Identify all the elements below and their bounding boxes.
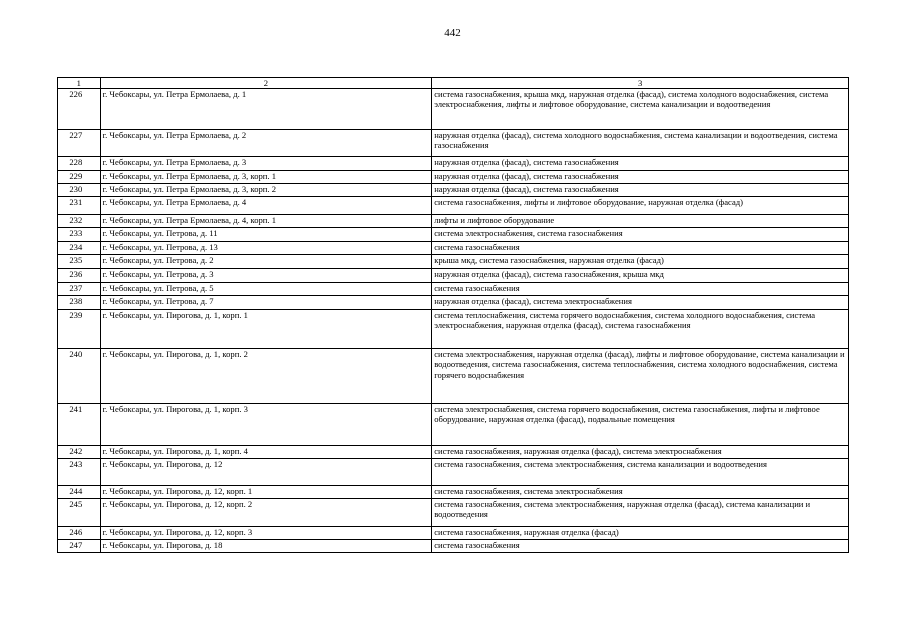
table-row	[58, 310, 849, 349]
table-row	[58, 349, 849, 404]
row-number: 242	[58, 446, 101, 459]
row-work-types: наружная отделка (фасад), система газоснабжения	[432, 157, 849, 171]
row-work-types: лифты и лифтовое оборудование	[432, 215, 849, 228]
table-row	[58, 242, 849, 255]
row-number: 236	[58, 269, 101, 283]
header-col-1: 1	[58, 78, 101, 89]
table-row	[58, 269, 849, 283]
table-row	[58, 446, 849, 459]
row-number: 240	[58, 349, 101, 404]
row-number: 241	[58, 404, 101, 446]
row-address: г. Чебоксары, ул. Пирогова, д. 12, корп. 3	[100, 527, 432, 540]
row-number: 232	[58, 215, 101, 228]
table-row	[58, 89, 849, 130]
row-address: г. Чебоксары, ул. Пирогова, д. 1, корп. 3	[100, 404, 432, 446]
row-number: 244	[58, 486, 101, 499]
row-number: 228	[58, 157, 101, 171]
buildings-table	[57, 77, 849, 553]
row-work-types: система газоснабжения	[432, 283, 849, 296]
row-address: г. Чебоксары, ул. Петра Ермолаева, д. 4, корп. 1	[100, 215, 432, 228]
row-work-types: крыша мкд, система газоснабжения, наружная отделка (фасад)	[432, 255, 849, 269]
table-row	[58, 228, 849, 242]
row-address: г. Чебоксары, ул. Петрова, д. 13	[100, 242, 432, 255]
row-work-types: система теплоснабжения, система горячего водоснабжения, система холодного водоснабжения, система электроснабжения, наружная отделка (фасад), система газоснабжения	[432, 310, 849, 349]
row-address: г. Чебоксары, ул. Петра Ермолаева, д. 3, корп. 1	[100, 171, 432, 184]
row-work-types: система электроснабжения, наружная отделка (фасад), лифты и лифтовое оборудование, система канализации и водоотведения, система газоснабжения, система теплоснабжения, система холодного водоснабжения, система горячего водоснабжения	[432, 349, 849, 404]
table-row	[58, 184, 849, 197]
header-col-3: 3	[432, 78, 849, 89]
row-number: 237	[58, 283, 101, 296]
row-address: г. Чебоксары, ул. Пирогова, д. 1, корп. 2	[100, 349, 432, 404]
row-number: 245	[58, 499, 101, 527]
row-address: г. Чебоксары, ул. Петра Ермолаева, д. 2	[100, 130, 432, 157]
table-row	[58, 283, 849, 296]
row-work-types: система газоснабжения, наружная отделка (фасад), система электроснабжения	[432, 446, 849, 459]
table-header-row	[58, 78, 849, 89]
row-work-types: наружная отделка (фасад), система газоснабжения	[432, 184, 849, 197]
row-number: 233	[58, 228, 101, 242]
table-row	[58, 540, 849, 553]
row-address: г. Чебоксары, ул. Петра Ермолаева, д. 1	[100, 89, 432, 130]
table-row	[58, 197, 849, 215]
row-work-types: наружная отделка (фасад), система газоснабжения	[432, 171, 849, 184]
row-number: 226	[58, 89, 101, 130]
row-address: г. Чебоксары, ул. Пирогова, д. 12, корп. 1	[100, 486, 432, 499]
page-number: 442	[444, 27, 461, 39]
table-row	[58, 527, 849, 540]
table-row	[58, 215, 849, 228]
row-work-types: система газоснабжения, система электроснабжения	[432, 486, 849, 499]
row-work-types: система газоснабжения, крыша мкд, наружная отделка (фасад), система холодного водоснабжения, система электроснабжения, лифты и лифтовое оборудование, система канализации и водоотведения	[432, 89, 849, 130]
table-row	[58, 157, 849, 171]
row-address: г. Чебоксары, ул. Петрова, д. 11	[100, 228, 432, 242]
row-work-types: система газоснабжения, система электроснабжения, система канализации и водоотведения	[432, 459, 849, 486]
row-address: г. Чебоксары, ул. Петра Ермолаева, д. 3	[100, 157, 432, 171]
table-row	[58, 486, 849, 499]
row-work-types: система газоснабжения, лифты и лифтовое оборудование, наружная отделка (фасад)	[432, 197, 849, 215]
row-work-types: система газоснабжения	[432, 242, 849, 255]
row-address: г. Чебоксары, ул. Пирогова, д. 1, корп. 4	[100, 446, 432, 459]
table-row	[58, 296, 849, 310]
row-work-types: система газоснабжения, наружная отделка (фасад)	[432, 527, 849, 540]
row-number: 230	[58, 184, 101, 197]
row-address: г. Чебоксары, ул. Пирогова, д. 18	[100, 540, 432, 553]
row-number: 247	[58, 540, 101, 553]
row-address: г. Чебоксары, ул. Петрова, д. 5	[100, 283, 432, 296]
row-number: 235	[58, 255, 101, 269]
row-work-types: наружная отделка (фасад), система газоснабжения, крыша мкд	[432, 269, 849, 283]
table-row	[58, 171, 849, 184]
row-address: г. Чебоксары, ул. Петрова, д. 7	[100, 296, 432, 310]
row-work-types: наружная отделка (фасад), система холодного водоснабжения, система канализации и водоотведения, система газоснабжения	[432, 130, 849, 157]
header-col-2: 2	[100, 78, 432, 89]
row-address: г. Чебоксары, ул. Петра Ермолаева, д. 4	[100, 197, 432, 215]
table-row	[58, 404, 849, 446]
row-address: г. Чебоксары, ул. Петрова, д. 2	[100, 255, 432, 269]
row-address: г. Чебоксары, ул. Пирогова, д. 1, корп. 1	[100, 310, 432, 349]
table-row	[58, 255, 849, 269]
row-number: 234	[58, 242, 101, 255]
table-row	[58, 459, 849, 486]
row-work-types: система электроснабжения, система горячего водоснабжения, система газоснабжения, лифты и лифтовое оборудование, наружная отделка (фасад), подвальные помещения	[432, 404, 849, 446]
row-address: г. Чебоксары, ул. Петра Ермолаева, д. 3, корп. 2	[100, 184, 432, 197]
row-work-types: система газоснабжения, система электроснабжения, наружная отделка (фасад), система канализации и водоотведения	[432, 499, 849, 527]
row-number: 246	[58, 527, 101, 540]
row-address: г. Чебоксары, ул. Пирогова, д. 12	[100, 459, 432, 486]
row-work-types: наружная отделка (фасад), система электроснабжения	[432, 296, 849, 310]
row-address: г. Чебоксары, ул. Петрова, д. 3	[100, 269, 432, 283]
row-number: 239	[58, 310, 101, 349]
table-body	[58, 78, 849, 553]
row-work-types: система газоснабжения	[432, 540, 849, 553]
row-number: 243	[58, 459, 101, 486]
row-address: г. Чебоксары, ул. Пирогова, д. 12, корп. 2	[100, 499, 432, 527]
table-row	[58, 499, 849, 527]
row-number: 231	[58, 197, 101, 215]
table-row	[58, 130, 849, 157]
row-work-types: система электроснабжения, система газоснабжения	[432, 228, 849, 242]
row-number: 227	[58, 130, 101, 157]
row-number: 238	[58, 296, 101, 310]
row-number: 229	[58, 171, 101, 184]
